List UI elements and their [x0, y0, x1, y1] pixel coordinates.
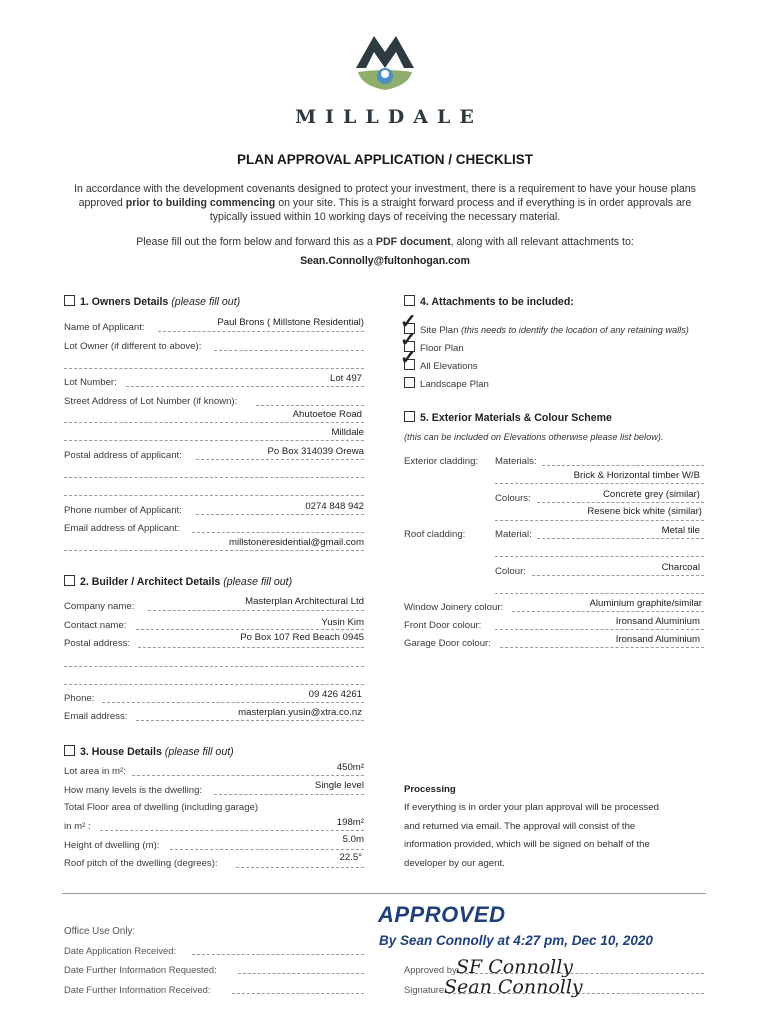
roof-colour-line[interactable]	[532, 575, 704, 576]
garage-door-label: Garage Door colour:	[404, 638, 491, 649]
company-line[interactable]	[148, 610, 364, 611]
lot-owner-line-2[interactable]	[64, 368, 364, 369]
garage-door-line[interactable]	[500, 647, 704, 648]
colours-value-1[interactable]: Concrete grey (similar)	[602, 489, 700, 500]
handwritten-signature: Sean Connolly	[444, 976, 583, 998]
colours-label: Colours:	[495, 493, 531, 504]
processing-text: If everything is in order your plan approval will be processed and returned via email. The approval will consist of the information provided, which will be signed on behalf of the developer by our agent.	[404, 802, 659, 869]
section-checkbox[interactable]	[64, 295, 75, 306]
lot-number-line[interactable]	[126, 386, 364, 387]
builder-heading: 2. Builder / Architect Details (please fill out)	[64, 575, 292, 588]
floor-area-value[interactable]: 198m²	[336, 817, 364, 828]
roof-cladding-label: Roof cladding:	[404, 529, 466, 540]
materials-label: Materials:	[495, 456, 537, 467]
roof-material-label: Material:	[495, 529, 532, 540]
contact-email[interactable]: Sean.Connolly@fultonhogan.com	[300, 255, 470, 267]
height-line[interactable]	[170, 849, 364, 850]
company-value[interactable]: Masterplan Architectural Ltd	[245, 596, 364, 607]
height-label: Height of dwelling (m):	[64, 840, 160, 851]
postal-line-3[interactable]	[64, 495, 364, 496]
joinery-label: Window Joinery colour:	[404, 602, 504, 613]
lot-area-line[interactable]	[132, 775, 364, 776]
date-requested-line[interactable]	[238, 973, 364, 974]
builder-phone-label: Phone:	[64, 693, 95, 704]
house-heading: 3. House Details (please fill out)	[64, 745, 234, 758]
front-door-value[interactable]: Ironsand Aluminium	[615, 616, 700, 627]
attachment-checkbox[interactable]	[404, 377, 415, 388]
approved-by-line-stamp: By Sean Connolly at 4:27 pm, Dec 10, 2020	[379, 933, 653, 948]
lot-number-label: Lot Number:	[64, 377, 117, 388]
levels-label: How many levels is the dwelling:	[64, 785, 203, 796]
section-divider	[62, 893, 706, 894]
materials-line-2[interactable]	[495, 483, 704, 484]
roof-material-line-2[interactable]	[495, 556, 704, 557]
levels-value[interactable]: Single level	[314, 780, 364, 791]
joinery-value[interactable]: Aluminium graphite/similar	[589, 598, 702, 609]
email-line-2[interactable]	[64, 550, 364, 551]
roof-material-line[interactable]	[537, 538, 704, 539]
email-value[interactable]: millstoneresidential@gmail.com	[228, 537, 364, 548]
approved-stamp: APPROVED	[378, 902, 506, 927]
section-checkbox[interactable]	[404, 411, 415, 422]
attachment-elevations[interactable]: All Elevations	[404, 359, 478, 372]
approved-by-signature: SF Connolly	[456, 956, 574, 978]
materials-line[interactable]	[542, 465, 704, 466]
lot-owner-label: Lot Owner (if different to above):	[64, 341, 202, 352]
contact-label: Contact name:	[64, 620, 127, 631]
date-received-line[interactable]	[192, 954, 364, 955]
approved-by-label: Approved by:	[404, 964, 460, 975]
brand-name: MILLDALE	[295, 106, 483, 128]
roof-material-value[interactable]: Metal tile	[661, 525, 700, 536]
check-mark-icon: ✓	[400, 329, 417, 351]
postal-line-2[interactable]	[64, 477, 364, 478]
phone-label: Phone number of Applicant:	[64, 505, 182, 516]
contact-line[interactable]	[136, 629, 364, 630]
date-info-received-label: Date Further Information Received:	[64, 984, 211, 995]
lot-owner-line[interactable]	[214, 350, 364, 351]
postal-label: Postal address of applicant:	[64, 450, 182, 461]
instruction-text: Please fill out the form below and forward this as a PDF document, along with all relevant attachments to:	[136, 236, 634, 248]
materials-value[interactable]: Brick & Horizontal timber W/B	[573, 470, 700, 481]
levels-line[interactable]	[214, 794, 364, 795]
builder-postal-line-3[interactable]	[64, 684, 364, 685]
date-requested-label: Date Further Information Requested:	[64, 964, 217, 975]
pitch-value[interactable]: 22.5°	[339, 852, 362, 863]
exterior-heading: 5. Exterior Materials & Colour Scheme	[404, 411, 612, 424]
applicant-label: Name of Applicant:	[64, 322, 145, 333]
signature-label: Signature:	[404, 984, 447, 995]
postal-value[interactable]: Po Box 314039 Orewa	[267, 446, 364, 457]
lot-area-label: Lot area in m²:	[64, 766, 126, 777]
pitch-line[interactable]	[236, 867, 364, 868]
height-value[interactable]: 5.0m	[342, 834, 364, 845]
pitch-label: Roof pitch of the dwelling (degrees):	[64, 858, 218, 869]
email-label: Email address of Applicant:	[64, 523, 180, 534]
builder-postal-line[interactable]	[138, 647, 364, 648]
roof-colour-line-2[interactable]	[495, 593, 704, 594]
floor-area-line[interactable]	[100, 830, 364, 831]
floor-area-label: Total Floor area of dwelling (including garage)	[64, 802, 259, 813]
attachment-floor-plan[interactable]: Floor Plan	[404, 341, 464, 354]
roof-colour-value[interactable]: Charcoal	[661, 562, 700, 573]
owners-heading: 1. Owners Details (please fill out)	[64, 295, 240, 308]
builder-email-line[interactable]	[136, 720, 364, 721]
roof-colour-label: Colour:	[495, 566, 526, 577]
postal-line[interactable]	[196, 459, 364, 460]
email-line[interactable]	[192, 532, 364, 533]
phone-value[interactable]: 0274 848 942	[305, 501, 364, 512]
builder-postal-label: Postal address:	[64, 638, 131, 649]
street-label: Street Address of Lot Number (if known):	[64, 396, 238, 407]
builder-postal-value[interactable]: Po Box 107 Red Beach 0945	[240, 632, 364, 643]
attachment-site-plan[interactable]: Site Plan (this needs to identify the location of any retaining walls)	[404, 323, 689, 336]
milldale-logo	[350, 28, 420, 92]
date-info-received-line[interactable]	[232, 993, 364, 994]
attachments-heading: 4. Attachments to be included:	[404, 295, 574, 308]
page-title: PLAN APPROVAL APPLICATION / CHECKLIST	[236, 152, 533, 167]
office-heading: Office Use Only:	[64, 926, 136, 937]
street-line-3[interactable]	[64, 440, 364, 441]
street-value-2[interactable]: Milldale	[331, 427, 364, 438]
company-label: Company name:	[64, 601, 135, 612]
processing-heading: Processing	[404, 784, 456, 795]
attachment-landscape-plan[interactable]: Landscape Plan	[404, 377, 489, 390]
section-checkbox[interactable]	[64, 745, 75, 756]
street-line-2[interactable]	[64, 422, 364, 423]
date-received-label: Date Application Received:	[64, 945, 177, 956]
section-checkbox[interactable]	[64, 575, 75, 586]
applicant-value[interactable]: Paul Brons ( Millstone Residential)	[217, 317, 364, 328]
joinery-line[interactable]	[512, 611, 704, 612]
front-door-line[interactable]	[495, 629, 704, 630]
check-mark-icon: ✓	[400, 311, 417, 333]
applicant-line[interactable]	[158, 331, 364, 332]
section-checkbox[interactable]	[404, 295, 415, 306]
phone-line[interactable]	[196, 514, 364, 515]
floor-area-label-2: in m² :	[64, 821, 91, 832]
intro-paragraph: In accordance with the development covenants designed to protect your investment, there is a requirement to have your house plans approved prior to building commencing on your site. This is a straight forward process and if everything is in order approvals are typically issued within 10 working days of receiving the necessary material.	[74, 183, 696, 223]
lot-number-value[interactable]: Lot 497	[329, 373, 362, 384]
builder-phone-line[interactable]	[102, 702, 364, 703]
colours-line-2[interactable]	[495, 520, 704, 521]
front-door-label: Front Door colour:	[404, 620, 482, 631]
builder-email-label: Email address:	[64, 711, 128, 722]
check-mark-icon: ✓	[400, 347, 417, 369]
street-value-1[interactable]: Ahutoetoe Road	[292, 409, 362, 420]
exterior-cladding-label: Exterior cladding:	[404, 456, 479, 467]
garage-door-value[interactable]: Ironsand Aluminium	[615, 634, 700, 645]
colours-line[interactable]	[537, 502, 704, 503]
lot-area-value[interactable]: 450m²	[336, 762, 364, 773]
street-line[interactable]	[256, 405, 364, 406]
builder-email-value[interactable]: masterplan.yusin@xtra.co.nz	[238, 707, 362, 718]
builder-phone-value[interactable]: 09 426 4261	[308, 689, 362, 700]
builder-postal-line-2[interactable]	[64, 666, 364, 667]
colours-value-2[interactable]: Resene bick white (similar)	[587, 506, 702, 517]
contact-value[interactable]: Yusin Kim	[321, 617, 364, 628]
exterior-note: (this can be included on Elevations otherwise please list below).	[404, 432, 664, 442]
